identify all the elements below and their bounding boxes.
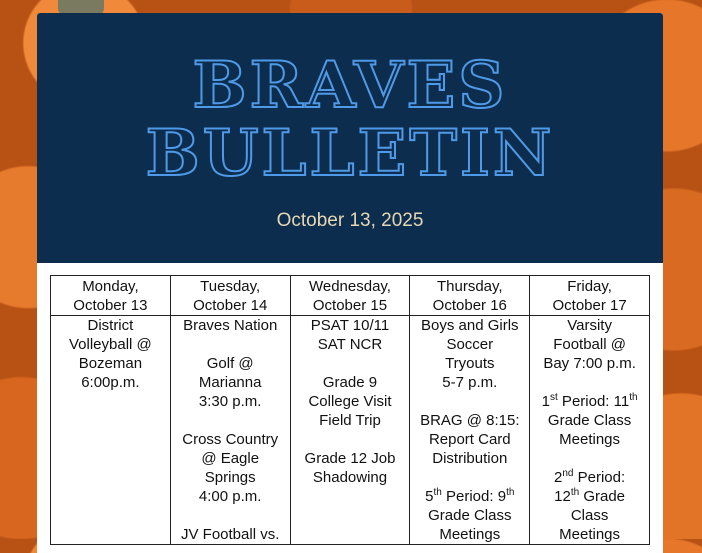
event-gap — [533, 449, 646, 468]
day-date: October 15 — [312, 297, 388, 314]
event-line — [533, 392, 646, 411]
header-monday — [51, 276, 171, 316]
events-friday — [530, 316, 650, 545]
period-number: 2 — [554, 469, 563, 486]
bulletin-date: October 13, 2025 — [276, 210, 424, 231]
event-line — [533, 487, 646, 506]
event-line: Cross Country — [182, 431, 279, 448]
schedule-table — [50, 275, 650, 545]
event-line: Meetings — [439, 526, 501, 543]
day-date: October 16 — [432, 297, 507, 314]
event-line: Report Card — [428, 431, 511, 448]
event-line: SAT NCR — [317, 336, 383, 353]
event-gap — [174, 335, 287, 354]
events-wednesday — [290, 316, 410, 545]
event-line: Grade Class — [428, 507, 512, 524]
day-date: October 13 — [73, 297, 148, 314]
period-text: Period: — [573, 469, 626, 486]
event-line: District — [87, 317, 134, 334]
day-name: Thursday, — [436, 278, 503, 295]
event-gap — [174, 411, 287, 430]
event-line: Class — [570, 507, 609, 524]
event-line: Bozeman — [78, 355, 143, 372]
grade-text: Grade — [579, 488, 626, 505]
event-line — [533, 468, 646, 487]
day-name: Friday, — [567, 278, 612, 295]
ordinal-suffix: th — [433, 487, 442, 498]
schedule-events-row — [51, 316, 650, 545]
day-name: Wednesday, — [308, 278, 391, 295]
event-line: PSAT 10/11 — [310, 317, 390, 334]
header-friday — [530, 276, 650, 316]
event-line: @ Eagle — [201, 450, 260, 467]
period-number: 1 — [541, 393, 550, 410]
events-thursday — [410, 316, 530, 545]
event-gap — [413, 468, 526, 487]
event-line: 3:30 p.m. — [198, 393, 262, 410]
event-gap — [294, 430, 407, 449]
event-line: Soccer — [446, 336, 494, 353]
event-line: Grade 9 — [322, 374, 378, 391]
event-line: Braves Nation — [183, 317, 278, 334]
title-line-1: BRAVES — [192, 48, 508, 123]
day-date: October 14 — [193, 297, 268, 314]
schedule-header-row — [51, 276, 650, 316]
title-line-2: BULLETIN — [145, 116, 555, 191]
event-gap — [533, 373, 646, 392]
event-line: JV Football vs. — [181, 526, 280, 543]
header-thursday — [410, 276, 530, 316]
day-name: Monday, — [82, 278, 139, 295]
period-text: Period: 9 — [441, 488, 507, 505]
event-gap — [413, 392, 526, 411]
event-line: Varsity — [567, 317, 612, 334]
day-date: October 17 — [552, 297, 627, 314]
period-text: Period: 11 — [557, 393, 630, 410]
event-line: 6:00p.m. — [81, 374, 140, 391]
event-line — [413, 487, 526, 506]
event-line: Bay 7:00 p.m. — [543, 355, 636, 372]
event-line: Distribution — [432, 450, 508, 467]
ordinal-suffix: nd — [562, 468, 574, 479]
period-number: 5 — [425, 488, 434, 505]
bulletin-card — [37, 13, 663, 553]
events-tuesday — [170, 316, 290, 545]
event-line: Meetings — [559, 431, 621, 448]
day-name: Tuesday, — [200, 278, 261, 295]
event-gap — [294, 354, 407, 373]
event-line: Field Trip — [319, 412, 381, 429]
header-wednesday — [290, 276, 410, 316]
event-line: College Visit — [308, 393, 392, 410]
event-line: Marianna — [198, 374, 262, 391]
event-line: Grade Class — [547, 412, 632, 429]
event-line: Tryouts — [445, 355, 495, 372]
ordinal-suffix: th — [506, 487, 515, 498]
event-line: 5-7 p.m. — [442, 374, 498, 391]
schedule-wrap — [37, 263, 663, 545]
ordinal-suffix: th — [629, 392, 638, 403]
header-tuesday — [170, 276, 290, 316]
ordinal-suffix: st — [549, 392, 558, 403]
event-line: Shadowing — [312, 469, 388, 486]
event-line: Grade 12 Job — [304, 450, 396, 467]
event-gap — [174, 506, 287, 525]
event-line: Golf @ — [206, 355, 254, 372]
bulletin-header — [37, 13, 663, 263]
event-line: Springs — [204, 469, 256, 486]
event-line: Boys and Girls — [421, 317, 519, 334]
event-line: Meetings — [559, 526, 621, 543]
events-monday — [51, 316, 171, 545]
event-line: Football @ — [553, 336, 626, 353]
event-line: 4:00 p.m. — [198, 488, 262, 505]
event-line: BRAG @ 8:15: — [420, 412, 520, 429]
event-line: Volleyball @ — [69, 336, 152, 353]
ordinal-suffix: th — [570, 487, 580, 498]
grade-number: 12 — [554, 488, 571, 505]
